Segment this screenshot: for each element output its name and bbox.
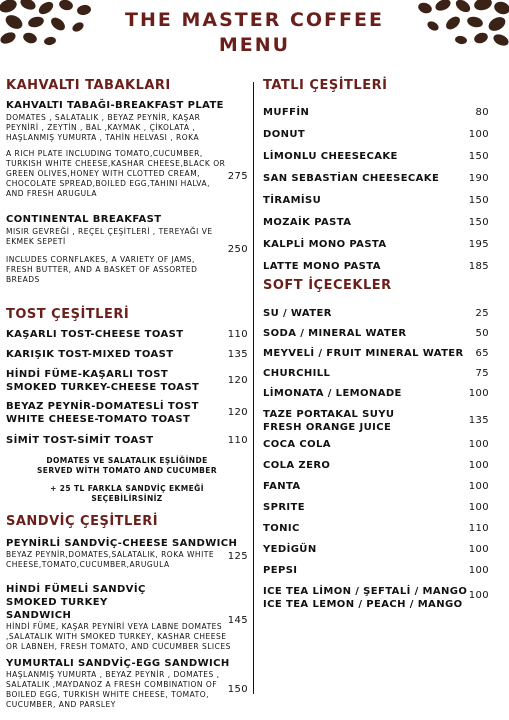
item-price: 150	[468, 151, 489, 162]
item-name: SODA / MINERAL WATER	[263, 328, 407, 339]
menu-item-toast	[6, 328, 248, 348]
item-name: YEDİGÜN	[263, 544, 317, 555]
item-price: 145	[227, 615, 248, 626]
toast-bread-note: + 25 TL FARKLA SANDVİÇ EKMEĞİ SEÇEBİLİRSİNİZ	[50, 484, 204, 503]
item-price: 80	[475, 107, 489, 118]
menu-item-toast	[6, 400, 248, 434]
item-price: 100	[468, 544, 489, 555]
item-name: ICE TEA LİMON / ŞEFTALİ / MANGO	[263, 586, 468, 597]
item-name: SU / WATER	[263, 308, 332, 319]
item-price: 120	[227, 375, 248, 386]
menu-item-dessert	[263, 172, 489, 194]
menu-item-continental-breakfast	[6, 213, 248, 309]
menu-item-drink	[263, 480, 489, 501]
right-column	[263, 77, 489, 610]
menu-item-toast	[6, 368, 248, 400]
menu-item-drink	[263, 543, 489, 564]
menu-item-drink	[263, 347, 489, 367]
menu-item-drink	[263, 585, 489, 615]
item-price: 135	[468, 415, 489, 426]
item-description: BEYAZ PEYNİR,DOMATES,SALATALIK, ROKA WHITE CHEESE,TOMATO,CUCUMBER,ARUGULA	[6, 550, 215, 569]
menu-item-drink	[263, 327, 489, 347]
toast-section	[6, 306, 248, 504]
item-name: BEYAZ PEYNİR-DOMATESLİ TOST	[6, 401, 199, 412]
sandwich-section	[6, 513, 248, 719]
item-description: HİNDİ FÜME, KAŞAR PEYNİRİ VEYA LABNE DOMATES ,SALATALIK WITH SMOKED TURKEY, KASHAR CHEESE OR LABNEH, FRESH TOMATO, AND CUCUMBER SLICES	[6, 622, 231, 651]
menu-item-sandwich	[6, 583, 248, 657]
menu-item-drink	[263, 367, 489, 387]
item-description-tr: MISIR GEVREĞİ , REÇEL ÇEŞİTLERİ , TEREYAĞI VE EKMEK SEPETİ	[6, 227, 213, 246]
item-name-en: FRESH ORANGE JUICE	[263, 422, 392, 433]
item-name: CHURCHILL	[263, 368, 331, 379]
menu-item-dessert	[263, 216, 489, 238]
menu-item-drink	[263, 307, 489, 327]
item-price: 65	[475, 348, 489, 359]
left-column	[6, 77, 248, 709]
item-name: TİRAMİSU	[263, 195, 322, 206]
item-price: 150	[227, 684, 248, 695]
item-name: HİNDİ FÜMELİ SANDVİÇ SMOKED TURKEY SANDWICH	[6, 584, 146, 621]
menu-item-sandwich	[6, 657, 248, 719]
menu-item-sandwich	[6, 537, 248, 583]
item-price: 100	[468, 565, 489, 576]
item-name: MOZAİK PASTA	[263, 217, 352, 228]
item-price: 100	[468, 481, 489, 492]
menu-item-toast	[6, 348, 248, 368]
item-name: SPRITE	[263, 502, 306, 513]
menu-item-drink	[263, 438, 489, 459]
item-name: LATTE MONO PASTA	[263, 261, 381, 272]
item-name: MEYVELİ / FRUIT MINERAL WATER	[263, 348, 464, 359]
column-divider	[253, 82, 254, 694]
menu-title-line2: MENU	[218, 34, 291, 56]
menu-item-dessert	[263, 128, 489, 150]
breakfast-section	[6, 77, 248, 309]
item-name: COCA COLA	[263, 439, 331, 450]
item-name: HİNDİ FÜME-KAŞARLI TOST	[6, 369, 169, 380]
item-price: 185	[468, 261, 489, 272]
item-name: DONUT	[263, 129, 306, 140]
menu-item-drink	[263, 387, 489, 408]
toast-serving-note: DOMATES VE SALATALIK EŞLİĞİNDE SERVED WİTH TOMATO AND CUCUMBER	[37, 456, 217, 475]
menu-title	[0, 8, 509, 58]
item-name: MUFFİN	[263, 107, 310, 118]
item-description: HAŞLANMIŞ YUMURTA , BEYAZ PEYNİR , DOMATES , SALATALIK ,MAYDANOZ A FRESH COMBINATION OF BOILED EGG, TURKISH WHITE CHEESE, TOMATO, CUCUMBER, AND PARSLEY	[6, 670, 220, 709]
menu-item-drink	[263, 408, 489, 438]
desserts-section-title: TATLI ÇEŞİTLERİ	[263, 78, 388, 93]
toast-section-title: TOST ÇEŞİTLERİ	[6, 307, 130, 322]
item-name: TONIC	[263, 523, 300, 534]
item-name: SAN SEBASTİAN CHEESECAKE	[263, 173, 440, 184]
item-price: 100	[468, 439, 489, 450]
item-price: 120	[227, 407, 248, 418]
item-price: 75	[475, 368, 489, 379]
item-price: 100	[468, 502, 489, 513]
item-price: 190	[468, 173, 489, 184]
item-name: KAŞARLI TOST-CHEESE TOAST	[6, 329, 184, 340]
sandwich-section-title: SANDVİÇ ÇEŞİTLERİ	[6, 514, 159, 529]
menu-item-drink	[263, 522, 489, 543]
item-price: 110	[227, 435, 248, 446]
breakfast-section-title: KAHVALTI TABAKLARI	[6, 78, 171, 93]
item-price: 100	[468, 388, 489, 399]
item-price: 125	[227, 551, 248, 562]
item-name: PEPSI	[263, 565, 298, 576]
menu-item-dessert	[263, 150, 489, 172]
item-price: 275	[227, 171, 248, 182]
item-description-en: A RICH PLATE INCLUDING TOMATO,CUCUMBER, TURKISH WHITE CHEESE,KASHAR CHEESE,BLACK OR GREEN OLIVES,HONEY WITH CLOTTED CREAM, CHOCOLATE SPREAD,BOILED EGG,TAHINI HALVA, AND FRESH ARUGULA	[6, 149, 226, 198]
item-name-en: WHITE CHEESE-TOMATO TOAST	[6, 414, 191, 425]
soft-drinks-section-title: SOFT İÇECEKLER	[263, 278, 392, 293]
item-name: KALPLİ MONO PASTA	[263, 239, 387, 250]
item-name: LİMONLU CHEESECAKE	[263, 151, 398, 162]
menu-item-dessert	[263, 106, 489, 128]
menu-item-drink	[263, 501, 489, 522]
item-name: PEYNİRLİ SANDVİÇ-CHEESE SANDWICH	[6, 538, 238, 549]
item-name: KAHVALTI TABAĞI-BREAKFAST PLATE	[6, 100, 224, 111]
item-name: COLA ZERO	[263, 460, 331, 471]
item-price: 100	[468, 590, 489, 601]
item-description-en: INCLUDES CORNFLAKES, A VARIETY OF JAMS, FRESH BUTTER, AND A BASKET OF ASSORTED BREADS	[6, 255, 198, 284]
item-name: LİMONATA / LEMONADE	[263, 388, 402, 399]
menu-title-line1: THE MASTER COFFEE	[125, 9, 384, 31]
soft-drinks-section	[263, 277, 489, 615]
menu-item-drink	[263, 564, 489, 585]
item-price: 150	[468, 217, 489, 228]
item-price: 110	[227, 329, 248, 340]
item-description-tr: DOMATES , SALATALIK , BEYAZ PEYNİR, KAŞAR PEYNİRİ , ZEYTİN , BAL ,KAYMAK , ÇİKOLATA , HAŞLANMIŞ YUMURTA , TAHİN HELVASI , ROKA	[6, 113, 201, 142]
item-price: 150	[468, 195, 489, 206]
item-price: 100	[468, 460, 489, 471]
item-price: 50	[475, 328, 489, 339]
item-name: KARIŞIK TOST-MIXED TOAST	[6, 349, 174, 360]
item-name-en: SMOKED TURKEY-CHEESE TOAST	[6, 382, 200, 393]
item-name: YUMURTALI SANDVİÇ-EGG SANDWICH	[6, 658, 230, 669]
item-price: 135	[227, 349, 248, 360]
item-name: TAZE PORTAKAL SUYU	[263, 409, 395, 420]
desserts-section	[263, 77, 489, 282]
menu-item-dessert	[263, 238, 489, 260]
item-price: 100	[468, 129, 489, 140]
item-price: 110	[468, 523, 489, 534]
item-price: 250	[227, 244, 248, 255]
menu-item-dessert	[263, 194, 489, 216]
item-price: 25	[475, 308, 489, 319]
item-name-en: ICE TEA LEMON / PEACH / MANGO	[263, 599, 463, 610]
item-name: SİMİT TOST-SİMİT TOAST	[6, 435, 154, 446]
item-name: FANTA	[263, 481, 301, 492]
item-name: CONTINENTAL BREAKFAST	[6, 214, 162, 225]
menu-item-toast	[6, 434, 248, 456]
item-price: 195	[468, 239, 489, 250]
menu-item-drink	[263, 459, 489, 480]
